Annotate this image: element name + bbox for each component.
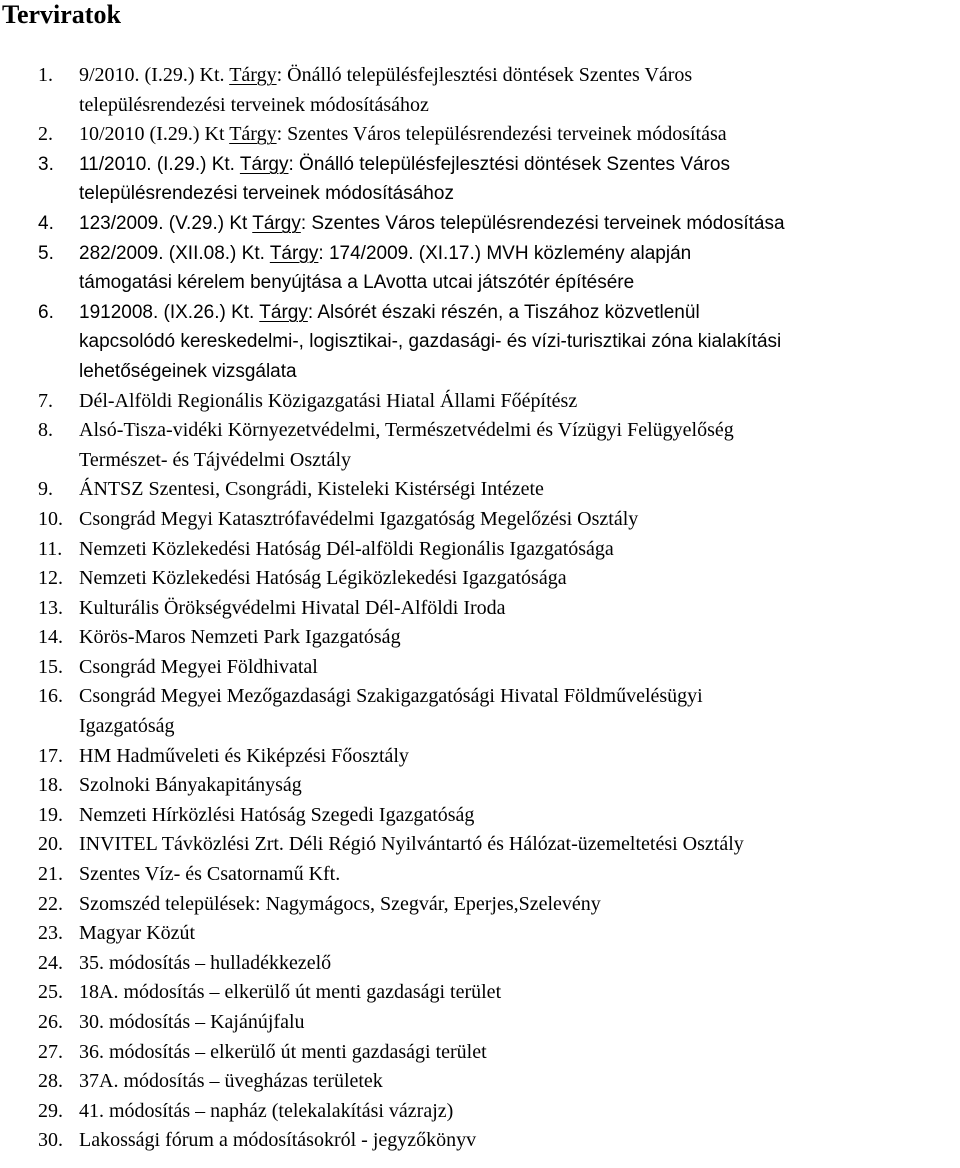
list-item-text [79,653,785,683]
text-line [79,239,785,269]
text-segment: 123/2009. (V.29.) Kt [79,212,253,234]
text-line [79,387,785,417]
list-item [0,564,785,594]
list-item-text [79,919,785,949]
subject-label: Tárgy [252,212,301,234]
list-item [0,120,785,150]
list-item [0,1038,785,1068]
list-item [0,1097,785,1127]
page-title: Terviratok [2,0,121,29]
text-segment: : 174/2009. (XI.17.) MVH közlemény alapján [318,242,692,264]
text-line [79,712,785,742]
list-item-text [79,594,785,624]
text-line [79,475,785,505]
text-segment: 10/2010 (I.29.) Kt [79,123,230,146]
text-line [79,1126,785,1156]
list-item-number: 18. [38,774,63,797]
text-line [79,327,785,357]
list-item-number: 17. [38,744,63,767]
list-item-text [79,387,785,417]
list-item-number: 27. [38,1040,63,1063]
text-line [79,949,785,979]
list-item [0,682,785,741]
text-line [79,801,785,831]
list-item-number: 29. [38,1099,63,1122]
list-item-number: 21. [38,863,63,886]
text-line [79,890,785,920]
text-line [79,1067,785,1097]
text-segment: Nemzeti Közlekedési Hatóság Légiközlekedési Igazgatósága [79,567,567,590]
text-segment: Körös-Maros Nemzeti Park Igazgatóság [79,626,401,649]
list-item [0,475,785,505]
list-item-number: 28. [38,1070,63,1093]
list-item [0,594,785,624]
list-item [0,653,785,683]
list-item-number: 12. [38,567,63,590]
text-segment: településrendezési terveinek módosításához [79,93,429,116]
text-segment: : Szentes Város településrendezési terveinek módosítása [276,123,727,146]
text-line [79,416,785,446]
text-line [79,357,785,387]
text-segment: 37A. módosítás – üvegházas területek [79,1070,383,1093]
list-item [0,771,785,801]
list-item [0,890,785,920]
text-segment: 11/2010. (I.29.) Kt. [79,153,240,175]
text-segment: Magyar Közút [79,922,196,945]
list-item-text [79,742,785,772]
list-item-text [79,771,785,801]
text-segment: Igazgatóság [79,715,175,738]
list-item-number: 7. [38,389,53,412]
text-segment: 35. módosítás – hulladékkezelő [79,951,332,974]
list-item-number: 8. [38,419,53,442]
list-item-number: 26. [38,1011,63,1033]
list-item [0,860,785,890]
text-segment: : Szentes Város településrendezési terveinek módosítása [300,212,785,234]
text-segment: 9/2010. (I.29.) Kt. [79,64,230,86]
list-item-text [79,1126,785,1156]
text-segment: lehetőségeinek vizsgálata [79,360,297,382]
list-item-number: 22. [38,892,63,915]
text-line [79,1097,785,1127]
list-item-text [79,949,785,979]
list-item [0,535,785,565]
text-segment: Kulturális Örökségvédelmi Hivatal Dél-Alföldi Iroda [79,596,506,619]
text-line [79,209,785,239]
text-segment: 36. módosítás – elkerülő út menti gazdasági terület [79,1040,487,1063]
text-segment: INVITEL Távközlési Zrt. Déli Régió Nyilvántartó és Hálózat-üzemeltetési Osztály [79,833,744,856]
list-item-text [79,416,785,475]
text-line [79,742,785,772]
list-item-number: 10. [38,507,63,530]
list-item [0,61,785,120]
text-line [79,919,785,949]
list-item [0,919,785,949]
text-line [79,446,785,476]
text-line [79,653,785,683]
text-segment: Szolnoki Bányakapitányság [79,774,302,797]
list-item-number: 5. [38,242,54,264]
text-segment: támogatási kérelem benyújtása a LAvotta utcai játszótér építésére [79,272,635,294]
text-line [79,61,785,91]
list-item-number: 1. [38,64,53,86]
list-item-number: 20. [38,833,63,856]
list-item-text [79,150,785,209]
list-item-number: 13. [38,596,63,619]
text-segment: Dél-Alföldi Regionális Közigazgatási Hiatal Állami Főépítész [79,389,578,412]
text-segment: Nemzeti Közlekedési Hatóság Dél-alföldi Regionális Igazgatósága [79,537,614,560]
text-segment: Csongrád Megyei Mezőgazdasági Szakigazgatósági Hivatal Földművelésügyi [79,685,703,708]
list-item-number: 14. [38,626,63,649]
list-item-text [79,120,785,150]
list-item-text [79,1008,785,1038]
text-segment: kapcsolódó kereskedelmi-, logisztikai-, gazdasági- és vízi-turisztikai zóna kialakítási [79,331,782,353]
list-item-text [79,535,785,565]
list-item [0,150,785,209]
list-item-number: 16. [38,685,63,708]
text-segment: Nemzeti Hírközlési Hatóság Szegedi Igazgatóság [79,803,475,826]
text-segment: Szomszéd települések: Nagymágocs, Szegvár, Eperjes,Szelevény [79,892,601,915]
list-item-text [79,298,785,387]
list-item [0,830,785,860]
list-item-number: 19. [38,803,63,826]
text-line [79,623,785,653]
text-line [79,535,785,565]
list-item-number: 25. [38,981,63,1004]
text-line [79,179,785,209]
list-item-text [79,623,785,653]
text-line [79,150,785,180]
list-item-number: 4. [38,212,54,234]
list-item [0,209,785,239]
list-item-text [79,564,785,594]
list-item-number: 3. [38,153,54,175]
list-item [0,949,785,979]
text-line [79,505,785,535]
list-item-text [79,1038,785,1068]
text-line [79,860,785,890]
text-line [79,978,785,1008]
list-item-text [79,890,785,920]
list-item-number: 2. [38,123,53,146]
subject-label: Tárgy [239,153,289,175]
list-item-number: 24. [38,951,63,974]
text-line [79,91,785,121]
list-item [0,742,785,772]
text-segment: Alsó-Tisza-vidéki Környezetvédelmi, Természetvédelmi és Vízügyi Felügyelőség [79,419,734,442]
list-item-number: 30. [38,1129,63,1152]
list-item-text [79,860,785,890]
text-line [79,120,785,150]
list-item-text [79,978,785,1008]
subject-label: Tárgy [229,123,277,146]
list-item [0,416,785,475]
text-segment: ÁNTSZ Szentesi, Csongrádi, Kisteleki Kistérségi Intézete [79,478,544,501]
list-item-number: 15. [38,655,63,678]
text-segment: 30. módosítás – Kajánújfalu [79,1011,305,1033]
text-line [79,682,785,712]
list-item-text [79,1067,785,1097]
text-segment: 282/2009. (XII.08.) Kt. [79,242,270,264]
text-segment: Csongrád Megyi Katasztrófavédelmi Igazgatóság Megelőzési Osztály [79,507,639,530]
list-item [0,978,785,1008]
text-line [79,268,785,298]
list-item-text [79,209,785,239]
list-item [0,505,785,535]
text-segment: Lakossági fórum a módosításokról - jegyzőkönyv [79,1129,477,1152]
text-segment: 18A. módosítás – elkerülő út menti gazdasági terület [79,981,502,1004]
list-item-text [79,61,785,120]
text-segment: Természet- és Tájvédelmi Osztály [79,448,352,471]
list-item [0,1126,785,1156]
text-line [79,564,785,594]
list-item [0,1008,785,1038]
list-item-number: 6. [38,301,54,323]
text-line [79,594,785,624]
text-segment: településrendezési terveinek módosításához [79,183,454,205]
list-item [0,623,785,653]
list-item-number: 9. [38,478,53,501]
document-list [0,61,785,1156]
text-segment: : Önálló településfejlesztési döntések Szentes Város [276,64,693,86]
text-line [79,1038,785,1068]
list-item [0,387,785,417]
text-segment: 1912008. (IX.26.) Kt. [79,301,260,323]
text-segment: : Alsórét északi részén, a Tiszához közvetlenül [307,301,700,323]
list-item [0,1067,785,1097]
list-item [0,239,785,298]
list-item [0,801,785,831]
text-segment: HM Hadműveleti és Kiképzési Főosztály [79,744,409,767]
text-line [79,298,785,328]
text-segment: : Önálló településfejlesztési döntések Szentes Város [288,153,730,175]
list-item-number: 23. [38,922,63,945]
list-item-text [79,475,785,505]
text-line [79,771,785,801]
list-item-text [79,1097,785,1127]
text-segment: Csongrád Megyei Földhivatal [79,655,318,678]
list-item-text [79,682,785,741]
subject-label: Tárgy [269,242,319,264]
text-segment: 41. módosítás – napház (telekalakítási vázrajz) [79,1099,454,1122]
list-item-text [79,505,785,535]
text-segment: Szentes Víz- és Csatornamű Kft. [79,863,341,886]
list-item-text [79,801,785,831]
list-item-text [79,830,785,860]
list-item [0,298,785,387]
text-line [79,830,785,860]
subject-label: Tárgy [259,301,308,323]
text-line [79,1008,785,1038]
list-item-text [79,239,785,298]
subject-label: Tárgy [229,64,277,86]
list-item-number: 11. [38,537,63,560]
